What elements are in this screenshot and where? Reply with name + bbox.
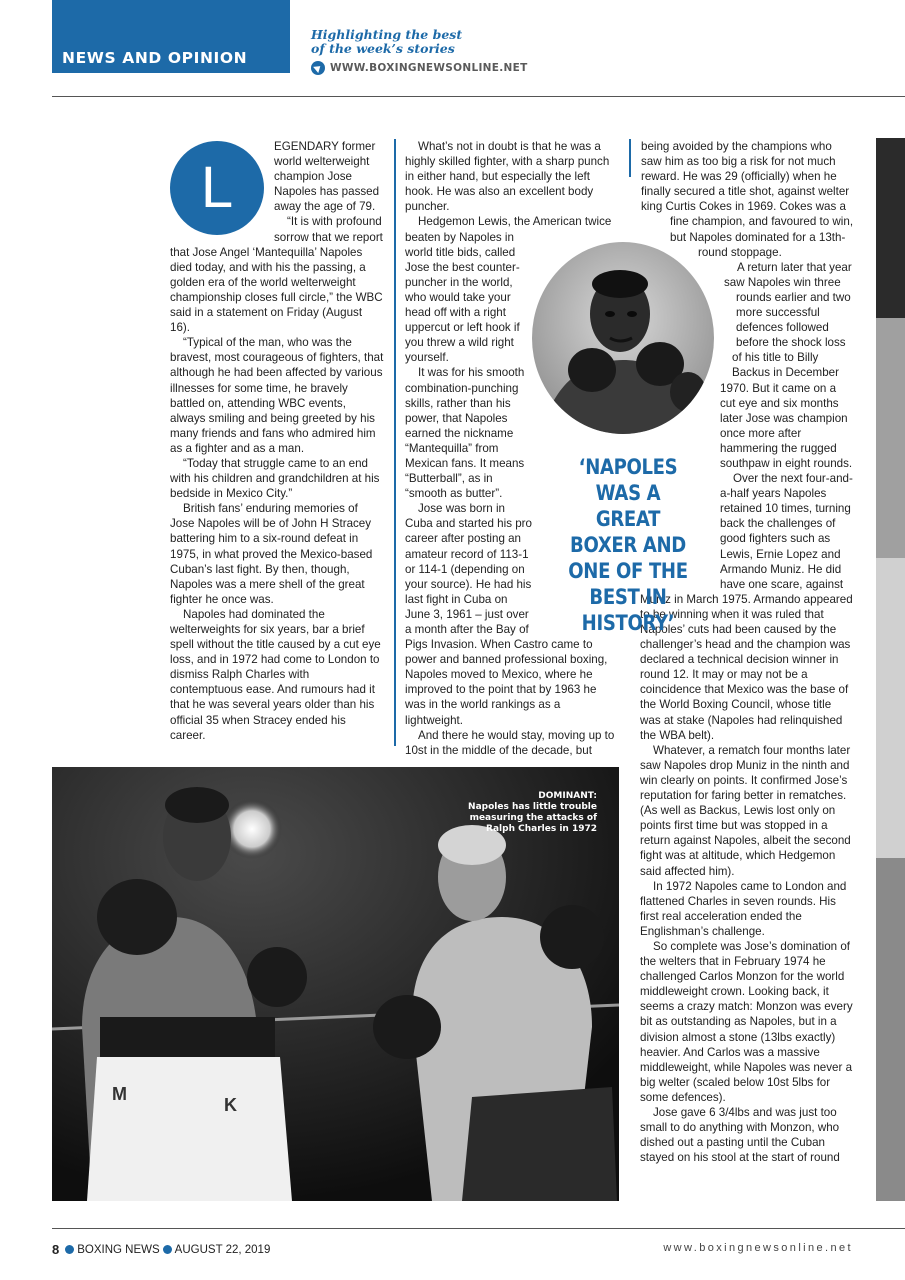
napoles-portrait-photo <box>532 242 714 434</box>
drop-cap: L <box>170 141 264 235</box>
pull-quote: ‘NAPOLES WAS A GREAT BOXER AND ONE OF THE BEST IN HISTORY’ <box>568 455 688 635</box>
col1-paragraph: “Today that struggle came to an end with his children and grandchildren at his bedside in Mexico City.” <box>170 456 380 501</box>
col3-paragraph: A return later that year saw Napoles win three rounds earlier and two more successful defences followed before the shock loss of his title to Billy Backus in December 1970. But it came on a cut eye and six months later Jose was champion once more after hammering the rugged southpaw in eight rounds. <box>720 260 853 470</box>
fight-photo <box>52 767 619 1201</box>
col2-paragraph: It was for his smooth combination-punching skills, rather than his power, that Napoles earned the nickname “Mantequilla” from Mexican fans. It means “Butterball”, as in “smooth as butter”. <box>405 366 525 501</box>
section-title: NEWS AND OPINION <box>62 49 248 67</box>
article-column-2 <box>405 139 619 758</box>
col1-paragraph: “It is with profound sorrow that we report that Jose Angel ‘Mantequilla’ Napoles died today, and with his the passing, a golden era of the world welterweight championship closes full circle,” the WBC said in a statement on Friday (August 16). <box>170 215 383 335</box>
footer-website-link[interactable]: www.boxingnewsonline.net <box>663 1242 853 1254</box>
tagline <box>311 28 462 56</box>
cursor-icon <box>311 61 325 75</box>
tagline-line-2: of the week’s stories <box>311 41 455 56</box>
col2-paragraph: What’s not in doubt is that he was a highly skilled fighter, with a sharp punch in either hand, but especially the left hook. He was also an excellent body puncher. <box>405 140 610 214</box>
column-divider-1 <box>394 139 396 746</box>
page-number: 8 <box>52 1242 60 1257</box>
trunks-letter-right: K <box>224 1095 237 1115</box>
header-website-link[interactable] <box>311 61 528 75</box>
footer-divider <box>52 1228 905 1229</box>
col2-paragraph: And there he would stay, moving up to 10st in the middle of the decade, but <box>405 728 615 757</box>
col3-paragraph: Whatever, a rematch four months later saw Napoles drop Muniz in the ninth and win clearly on points. It confirmed Jose’s reputation for faring better in rematches. (As well as Backus, Lewis lost only on points first time but was stopped in a return against Napoles, albeit the second fight was at altitude, which Hedgemon said affected him). <box>640 743 851 878</box>
bullet-icon <box>163 1245 172 1254</box>
col1-paragraph: EGENDARY former world welterweight champion Jose Napoles has passed away the age of 79. <box>274 140 380 214</box>
col3-paragraph: being avoided by the champions who saw him as too big a risk for not much reward. He was 29 (officially) when he finally secured a title shot, against welter king Curtis Cokes in 1969. Cokes was a fine champion, and favoured to win, but Napoles dominated for a 13th-round stoppage. <box>641 140 854 259</box>
trunks-letter-left: M <box>112 1084 127 1104</box>
header-website-text: WWW.BOXINGNEWSONLINE.NET <box>330 62 528 74</box>
caption-title: DOMINANT: <box>538 791 597 801</box>
article-column-1 <box>170 139 384 743</box>
bullet-icon <box>65 1245 74 1254</box>
publication-name: BOXING NEWS <box>77 1243 160 1256</box>
header-divider <box>52 96 905 97</box>
col3-paragraph: Jose gave 6 3/4lbs and was just too small to do anything with Monzon, who dished out a pasting until the Cuban stayed on his stool at the start of round <box>640 1106 840 1165</box>
col3-paragraph: Over the next four-and-a-half years Napoles retained 10 times, turning back the challenges of good fighters such as Lewis, Ernie Lopez and Armando Muniz. He did have one scare, against Muniz in March 1975. Armando appeared to be winning when it was ruled that Napoles’ cuts had been caused by the challenger’s head and the champion was declared a technical decision winner in round 12. It may or may not be a coincidence that Mexico was the base of the World Boxing Council, whose title was at stake (Napoles had relinquished the WBA belt). <box>640 472 853 742</box>
col1-paragraph: British fans’ enduring memories of Jose Napoles will be of John H Stracey battering him to a six-round defeat in 1975, in what proved the Mexico-based Cuban’s last fight. By then, though, Napoles was a mere shell of the great fighter he once was. <box>170 502 373 606</box>
col3-paragraph: In 1972 Napoles came to London and flattened Charles in seven rounds. His first real acceleration ended the Englishman’s challenge. <box>640 879 847 938</box>
col1-paragraph: Napoles had dominated the welterweights for six years, bar a brief spell without the title caused by a cut eye loss, and in 1972 had come to London to dismiss Ralph Charles with contemptuous ease. And rumours had it that he was several years older than his official 35 when Stracey ended his career. <box>170 607 381 742</box>
issue-date: AUGUST 22, 2019 <box>174 1243 271 1256</box>
edge-photo-strip <box>876 138 905 1201</box>
footer-folio <box>52 1242 270 1257</box>
column-divider-2 <box>629 139 631 177</box>
section-tab <box>52 0 290 73</box>
col1-paragraph: “Typical of the man, who was the bravest, most courageous of fighters, that although he had been affected by various illnesses for some time, he bravely battled on, attending WBC events, always smiling and being greeted by his many friends and fans who admired him as a fighter and as a man. <box>170 336 384 455</box>
caption-text: Napoles has little trouble measuring the attacks of Ralph Charles in 1972 <box>468 802 597 834</box>
col2-paragraph: Jose was born in Cuba and started his pro career after posting an amateur record of 113-1 or 114-1 (depending on your source). He had his last fight in Cuba on June 3, 1961 – just over a month after the Bay of Pigs Invasion. When Castro came to power and banned professional boxing, Napoles moved to Mexico, where he improved to the point that by 1963 he was in the world rankings as a lightweight. <box>405 502 608 727</box>
col2-paragraph: Hedgemon Lewis, the American twice beaten by Napoles in world title bids, called Jose the best counter-puncher in the world, who would take your head off with a right uppercut or left hook if you threw a wild right yourself. <box>405 215 612 365</box>
tagline-line-1: Highlighting the best <box>311 27 463 42</box>
col3-paragraph: So complete was Jose’s domination of the welters that in February 1974 he challenged Carlos Monzon for the world middleweight crown. Looking back, it seems a crazy match: Monzon was every bit as outstanding as Napoles, but in a division almost a stone (13lbs exactly) heavier. And Carlos was a massive middleweight, while Napoles was never a big welter (scaled below 10st 5lbs for some defences). <box>640 939 853 1104</box>
photo-caption <box>467 791 597 835</box>
